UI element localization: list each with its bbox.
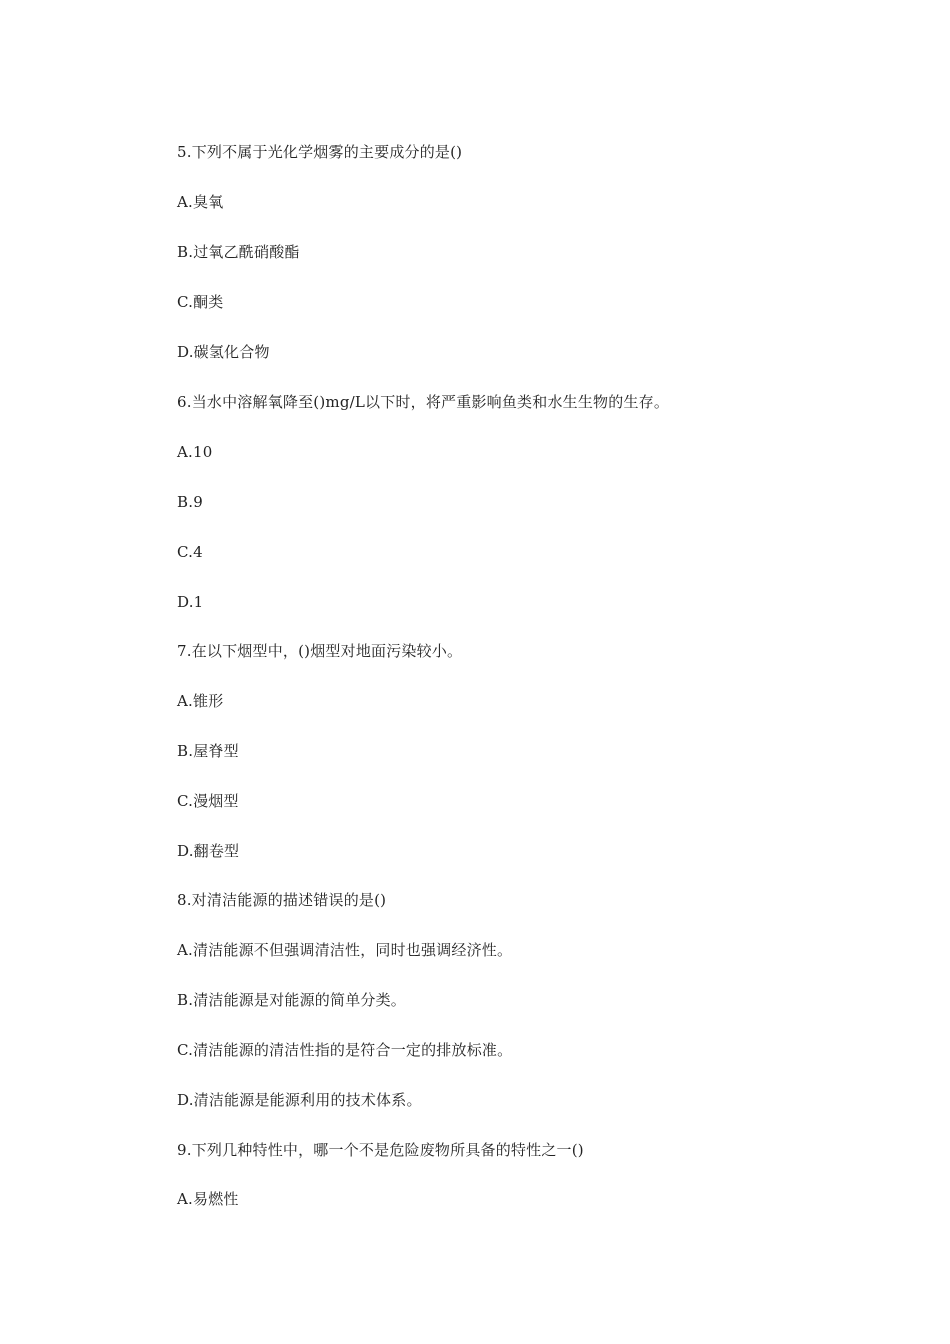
question-7-option-d: D.翻卷型 — [177, 842, 240, 860]
question-7-option-b: B.屋脊型 — [177, 742, 239, 760]
question-5-stem: 5.下列不属于光化学烟雾的主要成分的是() — [177, 143, 463, 161]
question-5-option-a: A.臭氧 — [177, 193, 224, 211]
question-8-option-d: D.清洁能源是能源利用的技术体系。 — [177, 1091, 422, 1109]
question-5-option-d: D.碳氢化合物 — [177, 343, 270, 361]
question-8-stem: 8.对清洁能源的描述错误的是() — [177, 891, 387, 909]
question-6-option-a: A.10 — [177, 443, 213, 461]
question-6-option-d: D.1 — [177, 593, 204, 611]
question-5-option-c: C.酮类 — [177, 293, 224, 311]
question-7-stem: 7.在以下烟型中，()烟型对地面污染较小。 — [177, 642, 463, 660]
question-8-option-b: B.清洁能源是对能源的简单分类。 — [177, 991, 406, 1009]
question-7-option-c: C.漫烟型 — [177, 792, 239, 810]
question-8-option-c: C.清洁能源的清洁性指的是符合一定的排放标准。 — [177, 1041, 513, 1059]
question-6-option-c: C.4 — [177, 543, 203, 561]
question-7-option-a: A.锥形 — [177, 692, 224, 710]
question-6-stem: 6.当水中溶解氧降至()mg/L以下时，将严重影响鱼类和水生生物的生存。 — [177, 393, 670, 411]
question-9-option-a: A.易燃性 — [177, 1190, 239, 1208]
question-9-stem: 9.下列几种特性中，哪一个不是危险废物所具备的特性之一() — [177, 1141, 584, 1159]
question-6-option-b: B.9 — [177, 493, 203, 511]
question-5-option-b: B.过氧乙酰硝酸酯 — [177, 243, 300, 261]
question-8-option-a: A.清洁能源不但强调清洁性，同时也强调经济性。 — [177, 941, 513, 959]
